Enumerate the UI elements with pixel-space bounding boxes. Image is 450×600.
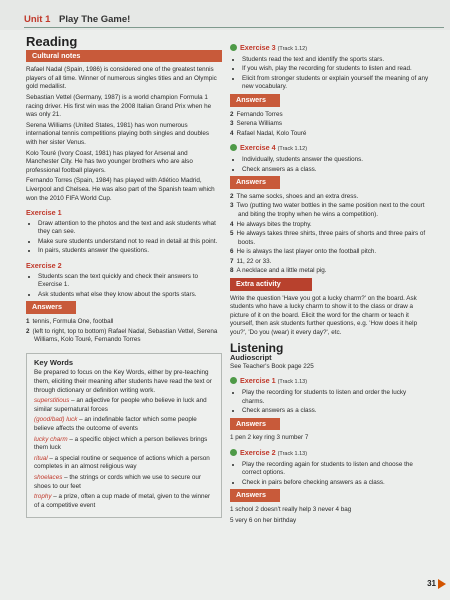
cultural-notes-banner: Cultural notes — [26, 50, 222, 63]
answers-list — [230, 111, 430, 139]
listening-exercise-2-title: Exercise 2 (Track 1.13) — [230, 449, 430, 459]
right-column — [230, 44, 430, 527]
exercise-4-list — [230, 156, 430, 174]
list-item: • Check answers as a class. — [242, 407, 430, 416]
key-word-entry: ritual – a special routine or sequence of actions which a person completes in an almost religious way — [34, 454, 210, 471]
key-words-box — [26, 353, 222, 519]
answer-item: 3 Two (putting two water bottles in the same position next to the court and biting the trophy when he wins a competition). — [230, 202, 425, 218]
exercise-3-list — [230, 56, 430, 92]
extra-activity-banner: Extra activity — [230, 278, 312, 291]
answers-banner: Answers — [26, 301, 76, 314]
answers-list — [26, 318, 222, 345]
unit-label: Unit 1 — [24, 14, 51, 25]
unit-title: Play The Game! — [59, 14, 131, 25]
audio-icon — [230, 144, 237, 151]
exercise-2-list — [26, 273, 222, 300]
cultural-note: Rafael Nadal (Spain, 1986) is considered one of the greatest tennis players of all time. Winner of numerous singles titles and an Olympic gold medallist. — [26, 66, 217, 91]
audioscript-label: Audioscript — [230, 353, 272, 363]
listening-heading: Listening — [230, 340, 284, 355]
list-item: • Elicit from stronger students or explain yourself the meaning of any new vocabulary. — [242, 75, 430, 92]
answer-item: 6 He is always the last player onto the football pitch. — [230, 248, 377, 256]
list-item: • Check answers as a class. — [242, 166, 430, 175]
answer-item: 2 The same socks, shoes and an extra dress. — [230, 192, 359, 200]
reading-heading: Reading — [26, 34, 78, 49]
list-item: • Draw attention to the photos and the text and ask students what they can see. — [38, 220, 222, 237]
exercise-1-title: Exercise 1 — [26, 208, 62, 218]
left-column — [26, 34, 222, 518]
exercise-4-title: Exercise 4 (Track 1.12) — [230, 144, 430, 154]
list-item: • Make sure students understand not to read in detail at this point. — [38, 238, 222, 247]
audio-icon — [230, 377, 237, 384]
list-item: • Individually, students answer the questions. — [242, 156, 430, 165]
answer-item: 3 Serena Williams — [230, 120, 283, 128]
track-label: (Track 1.13) — [277, 379, 308, 386]
list-item: • Check in pairs before checking answers as a class. — [242, 479, 430, 488]
key-word-entry: trophy – a prize, often a cup made of metal, given to the winner of a competitive event — [34, 493, 211, 509]
answer-item: 4 He always bites the trophy. — [230, 220, 312, 228]
cultural-note: Kolo Touré (Ivory Coast, 1981) has played for Arsenal and Manchester City. He has two younger brothers who are also professional football players. — [26, 149, 193, 174]
list-item: • If you wish, play the recording for students to listen and read. — [242, 65, 430, 74]
audio-icon — [230, 44, 237, 51]
list-item: • In pairs, students answer the questions. — [38, 247, 222, 256]
answer-item: 2 (left to right, top to bottom) Rafael Nadal, Sebastian Vettel, Serena Williams, Kolo Touré, Fernando Torres — [26, 327, 218, 344]
answer-item: 2 Fernando Torres — [230, 110, 283, 118]
answers-banner: Answers — [230, 489, 280, 502]
answers-line: 1 school 2 doesn't really help 3 never 4 bag — [230, 505, 352, 513]
track-label: (Track 1.12) — [277, 46, 308, 52]
listening-exercise-1-title: Exercise 1 (Track 1.13) — [230, 377, 430, 387]
listening-exercise-1-list — [230, 389, 430, 416]
exercise-3-title: Exercise 3 (Track 1.12) — [230, 44, 430, 54]
list-item: • Play the recording again for students to listen and choose the correct options. — [242, 461, 430, 478]
key-words-title: Key Words — [34, 357, 74, 367]
cultural-note: Fernando Torres (Spain, 1984) has played with Atlético Madrid, Liverpool and Chelsea. He was also part of the Spanish team which won the 2010 FIFA World Cup. — [26, 177, 215, 202]
audio-icon — [230, 449, 237, 456]
answer-item: 7 11, 22 or 33. — [230, 257, 272, 265]
exercise-1-list — [26, 220, 222, 256]
header-rule — [24, 27, 444, 28]
exercise-2-title: Exercise 2 — [26, 261, 62, 271]
list-item: • Students scan the text quickly and check their answers to Exercise 1. — [38, 273, 222, 290]
answer-item: 8 A necklace and a little metal pig. — [230, 267, 327, 275]
key-word-entry: shoelaces – the strings or cords which we use to secure our shoes to our feet — [34, 473, 201, 490]
key-word-entry: lucky charm – a specific object which a person believes brings them luck — [34, 435, 208, 452]
answers-banner: Answers — [230, 94, 280, 107]
unit-header — [24, 14, 130, 25]
key-word-entry: (good/bad) luck – an indefinable factor which some people believe affects the outcome of events — [34, 416, 197, 432]
cultural-note: Serena Williams (United States, 1981) has won numerous international tennis competitions playing both singles and doubles with her sister Venus. — [26, 121, 210, 146]
page-number: 31 — [427, 579, 436, 588]
audioscript-text: See Teacher's Book page 225 — [230, 362, 314, 370]
answer-item: 1 tennis, Formula One, football — [26, 318, 114, 326]
list-item: • Play the recording for students to listen and order the lucky charms. — [242, 389, 430, 406]
cultural-note: Sebastian Vettel (Germany, 1987) is a world champion Formula 1 racing driver. His first win was the 2008 Italian Grand Prix when he was only 21. — [26, 93, 212, 119]
answers-banner: Answers — [230, 418, 280, 431]
list-item: • Ask students what else they know about the sports stars. — [38, 291, 222, 300]
list-item: • Students read the text and identify the sports stars. — [242, 56, 430, 65]
answers-line: 1 pen 2 key ring 3 number 7 — [230, 434, 309, 442]
key-word-entry: superstitious – an adjective for people who believe in luck and similar supernatural forces — [34, 397, 207, 413]
answer-item: 4 Rafael Nadal, Kolo Touré — [230, 129, 307, 137]
answer-item: 5 He always takes three shirts, three pairs of shorts and three pairs of boots. — [230, 230, 426, 246]
answers-banner: Answers — [230, 176, 280, 189]
listening-exercise-2-list — [230, 461, 430, 488]
key-words-intro: Be prepared to focus on the Key Words, either by pre-teaching them, eliciting their meaning after students have read the text or through dictionary or definition writing work. — [34, 369, 212, 394]
answers-line: 5 very 6 on her birthday — [230, 516, 297, 524]
track-label: (Track 1.12) — [277, 146, 308, 153]
track-label: (Track 1.13) — [277, 450, 308, 457]
extra-activity-text: Write the question 'Have you got a lucky charm?' on the board. Ask students who have a lucky charm to show it to the class or draw a picture of it on the board. Elicit the word for the charm or teach it yourself, then ask students further questions, e.g. 'How does it help you?', 'Do you (wear) it every day?', etc. — [230, 294, 418, 337]
answers-list — [230, 193, 430, 276]
page-arrow-icon — [438, 579, 446, 589]
